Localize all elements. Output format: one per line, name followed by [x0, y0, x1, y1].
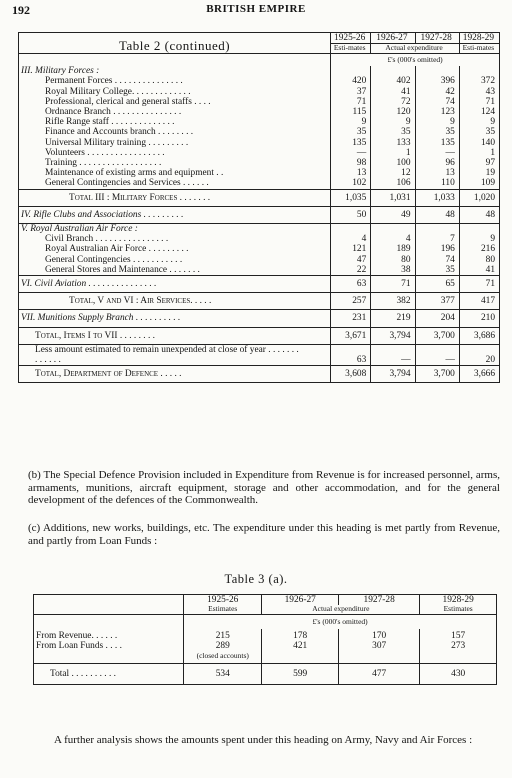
value-cell: 12: [371, 168, 415, 178]
value-cell: 43: [459, 87, 499, 97]
value-cell: 102: [331, 178, 371, 189]
row-label: Royal Military College. . . . . . . . . . . . .: [19, 87, 331, 97]
value-cell: 1,033: [415, 189, 459, 206]
value-cell: 20: [459, 344, 499, 365]
value-cell: 4: [371, 234, 415, 244]
value-cell: 35: [459, 127, 499, 137]
value-cell: 3,794: [371, 327, 415, 344]
value-cell: 257: [331, 293, 371, 310]
value-cell: 3,700: [415, 327, 459, 344]
value-cell: 106: [371, 178, 415, 189]
row-label: Ordnance Branch . . . . . . . . . . . . . . .: [19, 107, 331, 117]
value-cell: 231: [331, 310, 371, 327]
value-cell: 71: [459, 276, 499, 293]
t3-row-label: Total . . . . . . . . . .: [50, 669, 117, 680]
value-cell: 71: [331, 97, 371, 107]
row-label: Permanent Forces . . . . . . . . . . . . . . .: [19, 76, 331, 86]
value-cell: 115: [331, 107, 371, 117]
t3-cell: 421: [262, 641, 339, 651]
value-cell: 3,794: [371, 366, 415, 383]
value-cell: 417: [459, 293, 499, 310]
value-cell: 9: [331, 117, 371, 127]
row-label: Rifle Range staff . . . . . . . . . . . . . .: [19, 117, 331, 127]
year-1926-27: 1926-27: [371, 33, 415, 44]
table-3: [33, 594, 497, 685]
row-label: Less amount estimated to remain unexpended at close of year . . . . . . . . . . . . .: [19, 344, 331, 365]
value-cell: [371, 224, 415, 235]
value-cell: 189: [371, 244, 415, 254]
value-cell: 216: [459, 244, 499, 254]
value-cell: 41: [459, 265, 499, 276]
page-number: 192: [12, 3, 30, 17]
value-cell: 377: [415, 293, 459, 310]
value-cell: 110: [415, 178, 459, 189]
value-cell: 80: [459, 255, 499, 265]
value-cell: 37: [331, 87, 371, 97]
row-label: Volunteers . . . . . . . . . . . . . . . . .: [19, 148, 331, 158]
value-cell: —: [331, 148, 371, 158]
year-1928-29: 1928-29: [459, 33, 499, 44]
t3-cell: 273: [420, 641, 497, 651]
value-cell: 219: [371, 310, 415, 327]
t3-col-actual: Actual expenditure: [262, 605, 420, 614]
table-2: [18, 32, 500, 383]
value-cell: 35: [371, 127, 415, 137]
row-label: Total, Department of Defence . . . . .: [19, 366, 331, 383]
row-label: VII. Munitions Supply Branch . . . . . . . . . .: [19, 310, 331, 327]
units-note: £'s (000's omitted): [331, 53, 500, 66]
value-cell: 42: [415, 87, 459, 97]
t3-cell: 534: [184, 664, 262, 685]
value-cell: 1: [459, 148, 499, 158]
table-3-corner: [34, 595, 184, 606]
t3-cell: 599: [262, 664, 339, 685]
value-cell: 72: [371, 97, 415, 107]
value-cell: 121: [331, 244, 371, 254]
value-cell: 402: [371, 76, 415, 86]
row-label: Civil Branch . . . . . . . . . . . . . . . .: [19, 234, 331, 244]
table-2-title: Table 2 (continued): [19, 33, 331, 54]
value-cell: 35: [415, 127, 459, 137]
value-cell: 63: [331, 344, 371, 365]
value-cell: 372: [459, 76, 499, 86]
value-cell: 13: [415, 168, 459, 178]
value-cell: 48: [459, 206, 499, 223]
value-cell: 9: [415, 117, 459, 127]
t3-cell: 307: [339, 641, 420, 651]
t3-cell: 170: [339, 629, 420, 641]
running-title: BRITISH EMPIRE: [206, 3, 306, 15]
row-label: General Stores and Maintenance . . . . . . .: [19, 265, 331, 276]
t3-row-label: From Loan Funds . . . .: [36, 641, 122, 652]
value-cell: 74: [415, 255, 459, 265]
value-cell: [331, 66, 371, 76]
t3-cell: 477: [339, 664, 420, 685]
value-cell: 1,035: [331, 189, 371, 206]
col-estimates: Esti-mates: [331, 44, 371, 54]
value-cell: 196: [415, 244, 459, 254]
value-cell: 98: [331, 158, 371, 168]
t3-year-1928-29: 1928-29: [420, 595, 497, 606]
row-label: General Contingencies . . . . . . . . . . .: [19, 255, 331, 265]
row-label: Royal Australian Air Force . . . . . . . . .: [19, 244, 331, 254]
value-cell: 41: [371, 87, 415, 97]
value-cell: 1,031: [371, 189, 415, 206]
value-cell: 9: [371, 117, 415, 127]
value-cell: 49: [371, 206, 415, 223]
row-label: Universal Military training . . . . . . . . .: [19, 138, 331, 148]
value-cell: 210: [459, 310, 499, 327]
col-estimates-2: Esti-mates: [459, 44, 499, 54]
value-cell: [331, 224, 371, 235]
value-cell: 120: [371, 107, 415, 117]
value-cell: 100: [371, 158, 415, 168]
value-cell: 135: [331, 138, 371, 148]
row-label: Total, V and VI : Air Services. . . . .: [19, 293, 331, 310]
row-label: Professional, clerical and general staffs . . . .: [19, 97, 331, 107]
t3-cell: 157: [420, 629, 497, 641]
row-label: VI. Civil Aviation . . . . . . . . . . . . . . .: [19, 276, 331, 293]
value-cell: 35: [415, 265, 459, 276]
value-cell: 382: [371, 293, 415, 310]
value-cell: 109: [459, 178, 499, 189]
row-label: Total, Items I to VII . . . . . . . .: [19, 327, 331, 344]
value-cell: 22: [331, 265, 371, 276]
t3-col-estimates-2: Estimates: [420, 605, 497, 614]
value-cell: 19: [459, 168, 499, 178]
col-actual: Actual expenditure: [371, 44, 460, 54]
t3-cell: 430: [420, 664, 497, 685]
row-label: Total III : Military Forces . . . . . . .: [19, 189, 331, 206]
value-cell: 420: [331, 76, 371, 86]
value-cell: —: [415, 148, 459, 158]
value-cell: 71: [459, 97, 499, 107]
value-cell: 4: [331, 234, 371, 244]
value-cell: 3,700: [415, 366, 459, 383]
t3-col-estimates: Estimates: [184, 605, 262, 614]
value-cell: 3,608: [331, 366, 371, 383]
paragraph-c: (c) Additions, new works, buildings, etc. The expenditure under this heading is met partly from Revenue, and partly from Loan Funds :: [28, 522, 500, 547]
t3-cell: 289: [184, 641, 262, 651]
year-1927-28: 1927-28: [415, 33, 459, 44]
row-label: Finance and Accounts branch . . . . . . . .: [19, 127, 331, 137]
row-label: IV. Rifle Clubs and Associations . . . . . . . . .: [19, 206, 331, 223]
value-cell: [415, 66, 459, 76]
value-cell: 3,686: [459, 327, 499, 344]
value-cell: 135: [415, 138, 459, 148]
value-cell: 1: [371, 148, 415, 158]
t3-cell: 178: [262, 629, 339, 641]
value-cell: 71: [371, 276, 415, 293]
value-cell: 38: [371, 265, 415, 276]
paragraph-b: (b) The Special Defence Provision included in Expenditure from Revenue is for increased personnel, arms, armaments, munitions, aircraft equipment, storage and other accommodation, and for the general development of the defences of the Commonwealth.: [28, 469, 500, 506]
value-cell: 9: [459, 234, 499, 244]
t3-cell: 215: [184, 629, 262, 641]
table-3-title: Table 3 (a).: [224, 572, 288, 586]
value-cell: 9: [459, 117, 499, 127]
value-cell: 133: [371, 138, 415, 148]
value-cell: 13: [331, 168, 371, 178]
value-cell: 140: [459, 138, 499, 148]
value-cell: 50: [331, 206, 371, 223]
t3-units-note: £'s (000's omitted): [184, 614, 497, 629]
value-cell: —: [371, 344, 415, 365]
value-cell: [459, 66, 499, 76]
value-cell: [371, 66, 415, 76]
t3-closed-note: (closed accounts): [184, 652, 262, 664]
t3-row-label: From Revenue. . . . . .: [36, 631, 118, 642]
value-cell: 96: [415, 158, 459, 168]
value-cell: 396: [415, 76, 459, 86]
value-cell: 204: [415, 310, 459, 327]
row-label: General Contingencies and Services . . . . . .: [19, 178, 331, 189]
value-cell: 123: [415, 107, 459, 117]
t3-year-1925-26: 1925-26: [184, 595, 262, 606]
value-cell: 65: [415, 276, 459, 293]
row-label: Maintenance of existing arms and equipment . .: [19, 168, 331, 178]
value-cell: 80: [371, 255, 415, 265]
value-cell: 74: [415, 97, 459, 107]
t3-year-1927-28: 1927-28: [339, 595, 420, 606]
t3-year-1926-27: 1926-27: [262, 595, 339, 606]
value-cell: 1,020: [459, 189, 499, 206]
value-cell: 63: [331, 276, 371, 293]
value-cell: 124: [459, 107, 499, 117]
value-cell: [415, 224, 459, 235]
value-cell: 3,666: [459, 366, 499, 383]
row-label: Training . . . . . . . . . . . . . . . . . .: [19, 158, 331, 168]
value-cell: 97: [459, 158, 499, 168]
value-cell: 35: [331, 127, 371, 137]
value-cell: 47: [331, 255, 371, 265]
value-cell: 7: [415, 234, 459, 244]
row-label: III. Military Forces :: [19, 66, 331, 76]
value-cell: 3,671: [331, 327, 371, 344]
year-1925-26: 1925-26: [331, 33, 371, 44]
value-cell: [459, 224, 499, 235]
row-label: V. Royal Australian Air Force :: [19, 224, 331, 235]
paragraph-final: A further analysis shows the amounts spent under this heading on Army, Navy and Air Forces :: [54, 734, 473, 746]
value-cell: —: [415, 344, 459, 365]
value-cell: 48: [415, 206, 459, 223]
